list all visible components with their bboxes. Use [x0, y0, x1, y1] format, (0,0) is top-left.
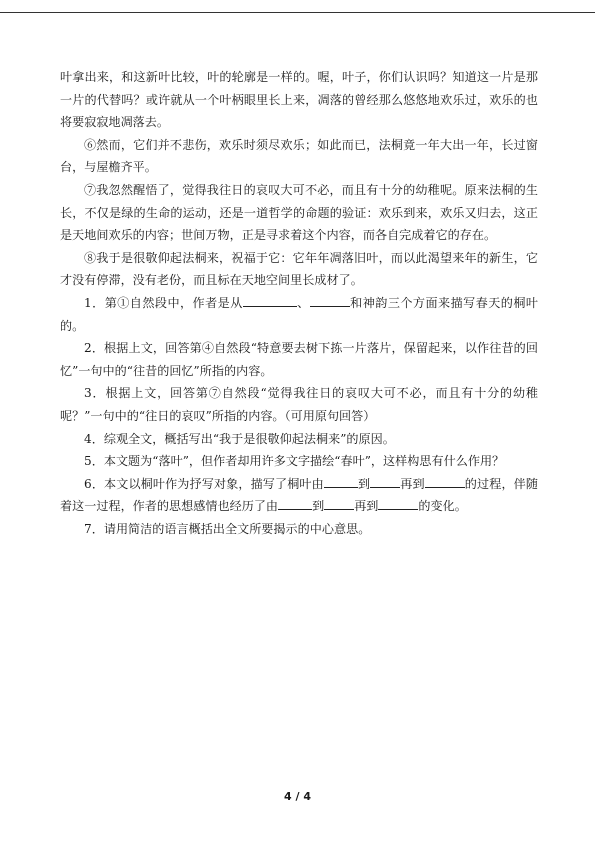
question-6	[60, 473, 538, 518]
paragraph-6: ⑥然而，它们并不悲伤，欢乐时须尽欢乐；如此而已，法桐竟一年大出一年，长过窗台，与屋檐齐平。	[60, 137, 538, 175]
answer-blank[interactable]	[310, 294, 350, 307]
answer-blank[interactable]	[324, 475, 358, 488]
question-3: 3．根据上文，回答第⑦自然段“觉得我往日的哀叹大可不必，而且有十分的幼稚呢？”一句中的“往日的哀叹”所指的内容。（可用原句回答）	[60, 386, 538, 423]
question-1-text-a: 1．第①自然段中，作者是从	[84, 295, 243, 310]
paragraph-7: ⑦我忽然醒悟了，觉得我往日的哀叹大可不必，而且有十分的幼稚呢。原来法桐的生长，不仅是绿的生命的运动，还是一道哲学的命题的验证：欢乐到来，欢乐又归去，这正是天地间欢乐的内容；世间万物，正是寻求着这个内容，而各自完成着它的存在。	[60, 182, 538, 243]
question-6-text-a: 6．本文以桐叶作为抒写对象，描写了桐叶由	[84, 476, 324, 491]
paragraph-8: ⑧我于是很敬仰起法桐来，祝福于它：它年年凋落旧叶，而以此渴望来年的新生，它才没有停滞，没有老份，而且标在天地空间里长成材了。	[60, 250, 538, 288]
question-1-text-c: 和神韵三个方面来描写春天的桐叶的。	[60, 295, 538, 333]
page-content	[60, 66, 538, 540]
question-6-text-b: 到	[357, 476, 371, 491]
question-7: 7．请用简洁的语言概括出全文所要揭示的中心意思。	[84, 521, 371, 536]
answer-blank[interactable]	[243, 294, 297, 307]
question-6-text-d: 的过程，伴随着这一过程，作者的思想感情也经历了由	[60, 476, 538, 514]
answer-blank[interactable]	[378, 497, 418, 510]
question-5: 5．本文题为“落叶”，但作者却用许多文字描绘“春叶”，这样构思有什么作用？	[84, 454, 505, 469]
question-1	[60, 292, 538, 337]
question-6-text-f: 再到	[354, 499, 379, 514]
answer-blank[interactable]	[278, 497, 312, 510]
answer-blank[interactable]	[370, 475, 400, 488]
page-number: 4 / 4	[284, 790, 311, 803]
question-4: 4．综观全文，概括写出“我于是很敬仰起法桐来”的原因。	[84, 431, 395, 446]
question-1-text-b: 、	[296, 295, 310, 310]
question-6-text-c: 再到	[400, 476, 425, 491]
answer-blank[interactable]	[324, 497, 354, 510]
paragraph-5-continued: 叶拿出来，和这新叶比较，叶的轮廓是一样的。喔，叶子，你们认识吗？知道这一片是那一片的代替吗？或许就从一个叶柄眼里长上来，凋落的曾经那么悠悠地欢乐过，欢乐的也将要寂寂地凋落去。	[60, 70, 538, 130]
answer-blank[interactable]	[425, 475, 465, 488]
question-2: 2．根据上文，回答第④自然段“特意要去树下拣一片落片，保留起来，以作往昔的回忆”一句中的“往昔的回忆”所指的内容。	[60, 341, 538, 378]
question-6-text-e: 到	[312, 499, 325, 514]
question-6-text-g: 的变化。	[418, 499, 467, 514]
header-rule	[0, 12, 595, 13]
